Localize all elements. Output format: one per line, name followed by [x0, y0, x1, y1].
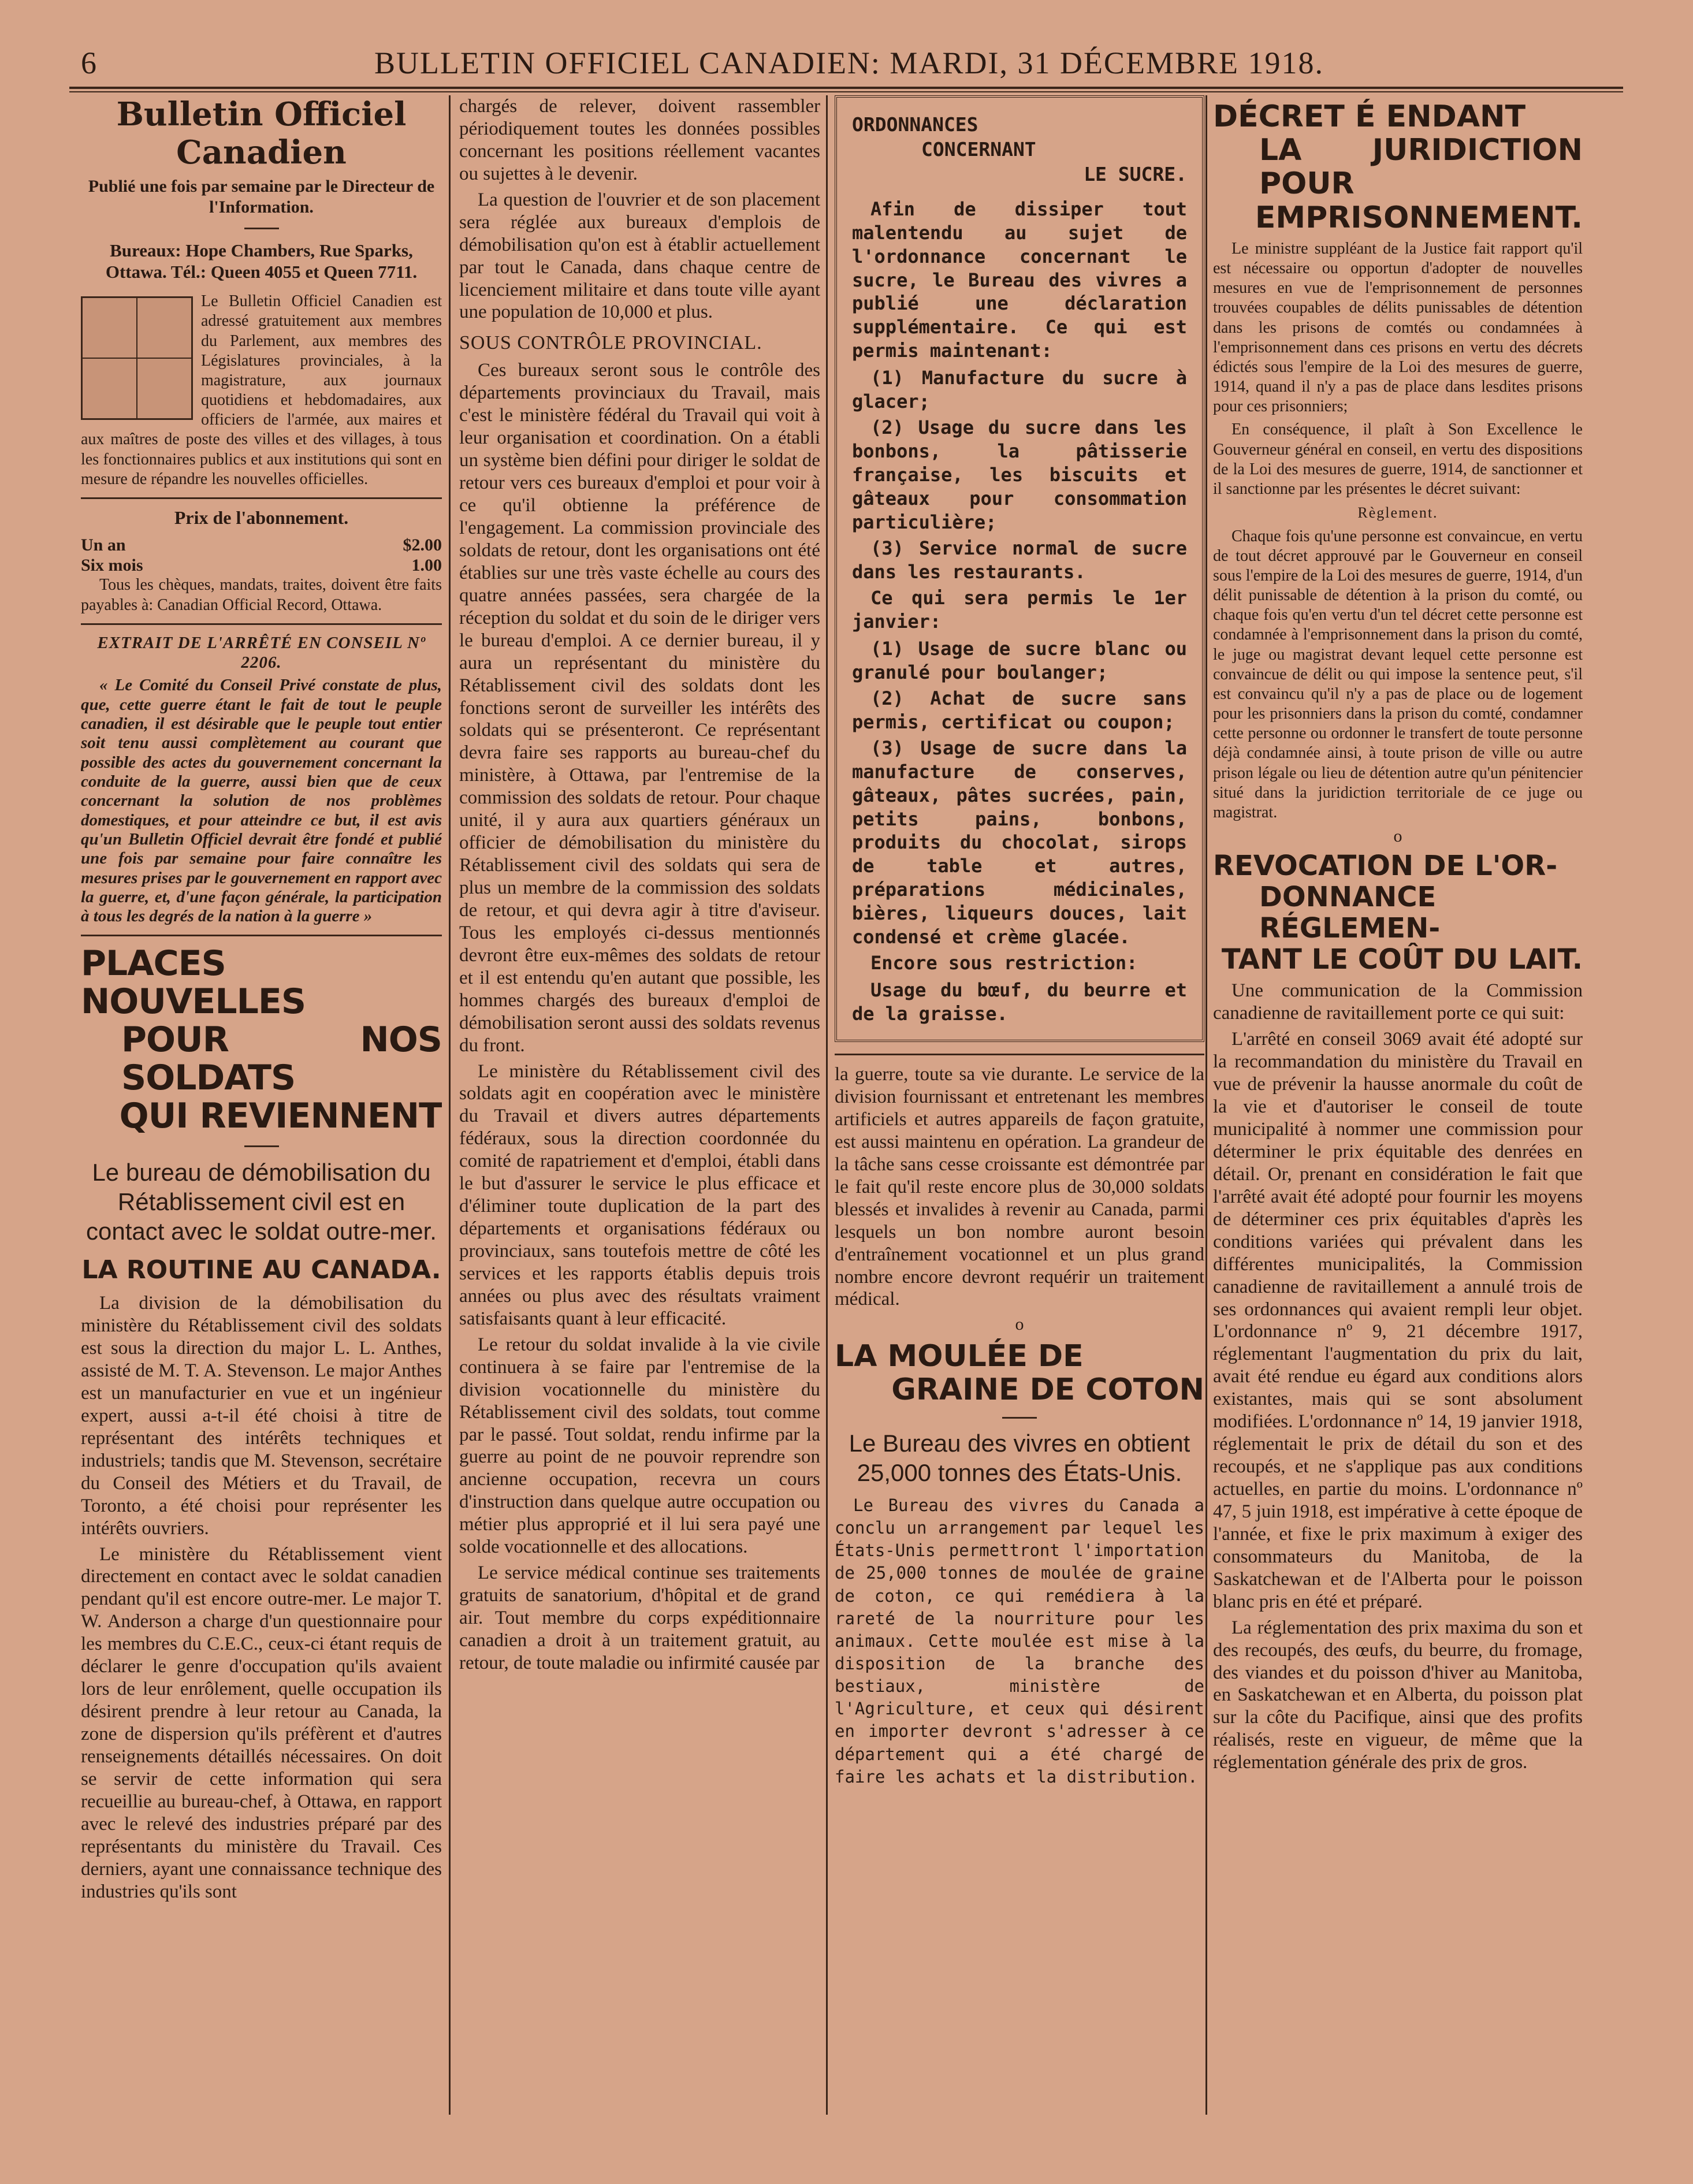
- box-item: (2) Usage du sucre dans les bonbons, la pâtisserie française, les biscuits et gâteaux pour consommation particulière;: [852, 416, 1187, 534]
- reglement-heading: Règlement.: [1357, 504, 1438, 521]
- column-2: [459, 95, 820, 2115]
- divider: [1002, 1417, 1037, 1419]
- article-paragraph: Le service médical continue ses traitements gratuits de sanatorium, d'hôpital et de grand air. Tout membre du corps expéditionnaire canadien a droit à un traitement gratuit, au retour, de toute maladie ou infirmité causée par: [459, 1562, 820, 1673]
- extrait-body: « Le Comité du Conseil Privé constate de plus, que, cette guerre étant le fait de tout le peuple canadien, il est désirable que le peuple tout entier soit tenu aussi complètement au courant que possible des actes du gouvernement concernant la conduite de la guerre, aussi bien que de ceux concernant la solution de nos problèmes domestiques, et pour atteindre ce but, il est avis qu'un Bulletin Officiel devrait être fondé et publié une fois par semaine pour faire connaître les mesures prises par le gouvernement en rapport avec la guerre, et, d'une façon générale, la participation à tous les degrés de la nation à la guerre »: [81, 676, 442, 926]
- intro-text: Le Bulletin Officiel Canadien est adressé gratuitement aux membres du Parlement, aux membres des Législatures provinciales, à la magistrature, aux journaux quotidiens et hebdomadaires, aux officiers de l'armée, aux maires et aux maîtres de poste des villes et des villages, à tous les fonctionnaires publics et aux institutions qui sont en mesure de répandre les nouvelles officielles.: [81, 292, 442, 488]
- price-value: 1.00: [411, 556, 442, 575]
- page-header: [52, 35, 1646, 87]
- headline-line: GRAINE DE COTON: [891, 1372, 1204, 1408]
- box-item: (3) Usage de sucre dans la manufacture de conserves, gâteaux, pâtes sucrées, pain, petits pains, bonbons, produits du chocolat, sirops de table et autres, préparations médicinales, bières, liqueurs douces, lait condensé et crème glacée.: [852, 736, 1187, 948]
- headline-line: POUR NOS SOLDATS: [121, 1019, 442, 1098]
- article-headline: [1213, 851, 1583, 975]
- headline-line: QUI REVIENNENT: [119, 1095, 442, 1136]
- article-headline: [835, 1340, 1204, 1407]
- article-paragraph: Le Bureau des vivres du Canada a conclu un arrangement par lequel les États-Unis permettront l'importation de 25,000 tonnes de moulée de graine de coton, ce qui remédiera à la rareté de la nourriture pour les animaux. Cette moulée est mise à la disposition de la branche des bestiaux, ministère de l'Agriculture, et ceux qui désirent en importer devront s'adresser à ce département qui a été chargé de faire les achats et la distribution.: [835, 1495, 1204, 1787]
- column-4: [1213, 95, 1583, 2115]
- price-row-six-months: [81, 555, 442, 575]
- box-title: [852, 113, 1187, 187]
- article-paragraph: Une communication de la Commission canadienne de ravitaillement porte ce qui suit:: [1213, 980, 1583, 1024]
- sugar-ordinance-box: [835, 95, 1204, 1042]
- box-title-line: CONCERNANT: [921, 137, 1036, 161]
- article-deck: Le Bureau des vivres en obtient 25,000 tonnes des États-Unis.: [849, 1430, 1190, 1486]
- divider: [835, 1054, 1204, 1055]
- price-row-year: [81, 535, 442, 555]
- extrait-heading: EXTRAIT DE L'ARRÊTÉ EN CONSEIL Nº 2206.: [97, 633, 426, 672]
- article-paragraph: Le ministère du Rétablissement civil des soldats agit en coopération avec le ministère du Travail et divers autres départements fédéraux, sous la direction coordonnée du comité de rapatriement et d'emploi, établi dans le but d'assurer le service le plus efficace et d'éliminer toute duplication de la part des départements et organisations fédéraux ou provinciaux, sans toutefois mettre de côté les services et les rapports établis depuis trois années ou plus avec des résultats vraiment satisfaisants quant à leur efficacité.: [459, 1061, 820, 1329]
- page-number: 6: [81, 46, 96, 80]
- article-paragraph: Chaque fois qu'une personne est convaincue, en vertu de tout décret approuvé par le Gouverneur en conseil sous l'empire de la Loi des mesures de guerre, 1914, d'un délit punissable de détention à la prison du comté, ou chaque fois qu'en vertu d'un tel décret cette personne est condamnée à l'emprisonnement dans la prison du comté, le juge ou magistrat devant lequel cette personne est convaincue de délit ou qui impose la sentence peut, s'il est convaincu qu'il n'y a pas de place ou de logement pour les prisonniers dans la prison du comté, condamner cette personne ou ordonner le transfert de toute personne déjà condamnée ainsi, à toute prison de ville ou autre prison légale ou lieu de détention autre qu'un pénitencier situé dans la juridiction territoriale de ce juge ou magistrat.: [1213, 527, 1583, 821]
- price-value: $2.00: [403, 535, 442, 555]
- box-item: (1) Manufacture du sucre à glacer;: [852, 367, 1187, 413]
- section-heading: SOUS CONTRÔLE PROVINCIAL.: [459, 332, 762, 354]
- article-paragraph: Le ministère du Rétablissement vient directement en contact avec le soldat canadien pendant qu'il est encore outre-mer. Le major T. W. Anderson a charge d'un questionnaire pour les membres du C.E.C., ceux-ci étant requis de déclarer le genre d'occupation qu'ils avaient lors de leur enrôlement, quelle occupation ils désirent prendre à leur retour au Canada, la zone de dispersion qu'ils préfèrent et d'autres renseignements détaillés nécessaires. On doit se servir de cette information qui sera recueillie au bureau-chef, à Ottawa, en rapport avec le relevé des industries préparé par des représentants du ministère du Travail. Ces derniers, ayant une connaissance technique des industries qu'ils sont: [81, 1543, 442, 1902]
- divider: [244, 1145, 279, 1147]
- price-label: Un an: [81, 535, 126, 555]
- headline-line: TANT LE COÛT DU LAIT.: [1221, 943, 1583, 976]
- box-item: Usage du bœuf, du beurre et de la graisse.: [852, 979, 1187, 1025]
- divider: [81, 497, 442, 499]
- headline-line: PLACES NOUVELLES: [81, 943, 306, 1022]
- headline-line: LA MOULÉE DE: [835, 1338, 1084, 1374]
- divider: [81, 623, 442, 625]
- box-title-line: ORDONNANCES: [852, 113, 978, 136]
- column-1: [81, 95, 442, 2115]
- column-divider: [449, 95, 451, 2115]
- article-paragraph: la guerre, toute sa vie durante. Le service de la division fournissant et entretenant les membres artificiels et autres appareils de façon gratuite, est aussi maintenu en opération. La grandeur de la tâche sans cesse croissante est démontrée par le fait qu'il reste encore plus de 30,000 soldats blessés et invalides à revenir au Canada, parmi lesquels un bon nombre auront besoin d'entraînement vocationnel et un plus grand nombre encore devront requérir un traitement médical.: [835, 1064, 1204, 1310]
- article-paragraph: La division de la démobilisation du ministère du Rétablissement civil des soldats est sous la direction du major L. L. Anthes, assisté de M. T. A. Stevenson. Le major Anthes est un manufacturier en vue et un ingénieur expert, aussi a-t-il été choisi à titre de représentant des intérêts techniques et industriels; tandis que M. Stevenson, secrétaire du Conseil des Métiers et du Travail, de Toronto, a été choisi pour représenter les intérêts ouvriers.: [81, 1293, 442, 1539]
- article-headline: [1213, 100, 1583, 235]
- article-paragraph: En conséquence, il plaît à Son Excellence le Gouverneur général en conseil, en vertu des dispositions de la Loi des mesures de guerre, 1914, de sanctionner et il sanctionne par les présentes le décret suivant:: [1213, 421, 1583, 498]
- article-paragraph: La question de l'ouvrier et de son placement sera réglée aux bureaux d'emplois de démobilisation qu'on est à établir actuellement par tout le Canada, dans chaque centre de licenciement militaire et dans toute ville ayant une population de 10,000 et plus.: [459, 189, 820, 323]
- headline-line: DONNANCE RÉGLEMEN-: [1259, 881, 1441, 944]
- box-item: (3) Service normal de sucre dans les restaurants.: [852, 537, 1187, 583]
- sub-headline: LA ROUTINE AU CANADA.: [81, 1255, 441, 1285]
- box-item: (1) Usage de sucre blanc ou granulé pour boulanger;: [852, 637, 1187, 683]
- header-rule-thin: [69, 91, 1623, 92]
- box-title-line: LE SUCRE.: [1084, 162, 1187, 185]
- headline-line: DÉCRET É ENDANT: [1213, 99, 1526, 134]
- coat-of-arms-icon: [81, 296, 193, 420]
- box-paragraph: Ce qui sera permis le 1er janvier:: [852, 586, 1187, 632]
- column-3: [835, 95, 1204, 2115]
- article-paragraph: L'arrêté en conseil 3069 avait été adopté sur la recommandation du ministère du Travail en vue de prévenir la hausse anormale du coût de la vie et d'autoriser le conseil de toute municipalité à nommer une commission pour déterminer le prix équitable des denrées en détail. Or, prenant en considération le fait que l'arrêté avait été adopté pour fournir les moyens de déterminer ces prix équitables d'après les conditions variées qui prévalent dans les différentes municipalités, la Commission canadienne de ravitaillement a annulé trois de ses ordonnances qui avaient rempli leur objet. L'ordonnance nº 9, 21 décembre 1917, réglementant l'augmentation du prix du lait, avait été rendue eu égard aux conditions alors existantes, mais qui se sont absolument modifiées. L'ordonnance nº 14, 19 janvier 1918, réglementait le prix de détail du son et des recoupés, et ne s'applique pas aux conditions actuelles, en partie du moins. L'ordonnance nº 47, 5 juin 1918, est impérative à cette époque de l'année, et fixe le prix maximum à exiger des consommateurs du Manitoba, de la Saskatchewan et de l'Alberta pour le poisson blanc pris en été et préparé.: [1213, 1029, 1583, 1612]
- article-paragraph: Ces bureaux seront sous le contrôle des départements provinciaux du Travail, mais c'est le ministère fédéral du Travail qui voit à leur organisation et coordination. On a établi un système bien défini pour diriger le soldat de retour vers ces bureaux d'emploi et pour voir à ce qu'il obtienne la préférence de l'engagement. La commission provinciale des soldats de retour, dont les organisations ont été établies sur une très vaste échelle au cours des quatre années passées, sera chargée de la réception du soldat et du soin de le diriger vers le bureau d'emploi. A ce dernier bureau, il y aura un représentant du ministère du Rétablissement civil des soldats dont les fonctions seront de surveiller les intérêts des soldats qui se présenteront. Ce représentant devra faire ses rapports au bureau-chef du ministère, à Ottawa, par l'entremise de la commission des soldats de retour. Pour chaque unité, il y aura aux quartiers généraux un officier de démobilisation du ministère du Rétablissement civil des soldats qui sera de plus un membre de la commission des soldats de retour, et qui devra agir à titre d'aviseur. Tous les employés ci-dessus mentionnés devront être eux-mêmes des soldats de retour et il est entendu qu'en autant que possible, les hommes chargés des bureaux d'emploi de démobilisation seront aussi des soldats revenus du front.: [459, 360, 820, 1056]
- divider: [81, 935, 442, 936]
- divider: [244, 228, 279, 229]
- intro-block: [81, 292, 442, 489]
- box-item: (2) Achat de sucre sans permis, certificat ou coupon;: [852, 687, 1187, 733]
- offices-address: Bureaux: Hope Chambers, Rue Sparks, Ottawa. Tél.: Queen 4055 et Queen 7711.: [105, 240, 418, 282]
- publication-subtitle: Publié une fois par semaine par le Directeur de l'Information.: [88, 177, 435, 217]
- article-paragraph: Le ministre suppléant de la Justice fait rapport qu'il est nécessaire ou opportun d'adopter de nouvelles mesures en vue de l'emprisonnement de personnes trouvées coupables de délits punissables de détention dans les prisons de comtés ou condamnées à l'emprisonnement dans ces prisons en vertu des décrets édictés sous l'empire de la Loi des mesures de guerre, 1914, quand il n'y a pas de place dans lesdites prisons pour ces prisonniers;: [1213, 239, 1583, 416]
- headline-line: LA JURIDICTION POUR: [1259, 133, 1583, 202]
- box-paragraph: Afin de dissiper tout malentendu au sujet de l'ordonnance concernant le sucre, le Bureau des vivres a publié une déclaration supplémentaire. Ce qui est permis maintenant:: [852, 198, 1187, 362]
- ornament-divider: o: [1393, 827, 1402, 846]
- article-paragraph: chargés de relever, doivent rassembler périodiquement toutes les données possibles concernant les positions réellement vacantes ou sujettes à le devenir.: [459, 96, 820, 184]
- cheques-note: Tous les chèques, mandats, traites, doivent être faits payables à: Canadian Official Record, Ottawa.: [81, 576, 442, 614]
- price-heading: Prix de l'abonnement.: [174, 507, 349, 528]
- article-paragraph: Le retour du soldat invalide à la vie civile continuera à se faire par l'entremise de la division vocationnelle du ministère du Rétablissement civil des soldats, tout comme par le passé. Tout soldat, rendu infirme par la guerre au point de ne pouvoir reprendre son ancienne occupation, recevra un cours d'instruction dans quelque autre occupation ou métier plus approprié et il lui sera payé une solde vocationnelle et des allocations.: [459, 1334, 820, 1558]
- column-divider: [1205, 95, 1207, 2115]
- article-paragraph: La réglementation des prix maxima du son et des recoupés, des œufs, du beurre, du fromage, des viandes et du poisson d'hiver au Manitoba, en Saskatchewan et en Alberta, du poisson plat sur la côte du Pacifique, ainsi que des profits réalisés, reste en vigueur, de même que la réglementation générale des prix de gros.: [1213, 1617, 1583, 1773]
- column-divider: [826, 95, 828, 2115]
- masthead: BULLETIN OFFICIEL CANADIEN: MARDI, 31 DÉCEMBRE 1918.: [374, 46, 1324, 80]
- article-deck: Le bureau de démobilisation du Rétablissement civil est en contact avec le soldat outre-mer.: [86, 1158, 437, 1245]
- box-paragraph: Encore sous restriction:: [870, 952, 1138, 974]
- headline-line: EMPRISONNEMENT.: [1255, 200, 1583, 235]
- ornament-divider: o: [1015, 1315, 1024, 1334]
- price-label: Six mois: [81, 556, 143, 575]
- article-headline: [81, 944, 442, 1135]
- headline-line: REVOCATION DE L'OR-: [1213, 850, 1558, 883]
- header-rule: [69, 87, 1623, 89]
- publication-title: Bulletin Officiel Canadien: [116, 95, 407, 172]
